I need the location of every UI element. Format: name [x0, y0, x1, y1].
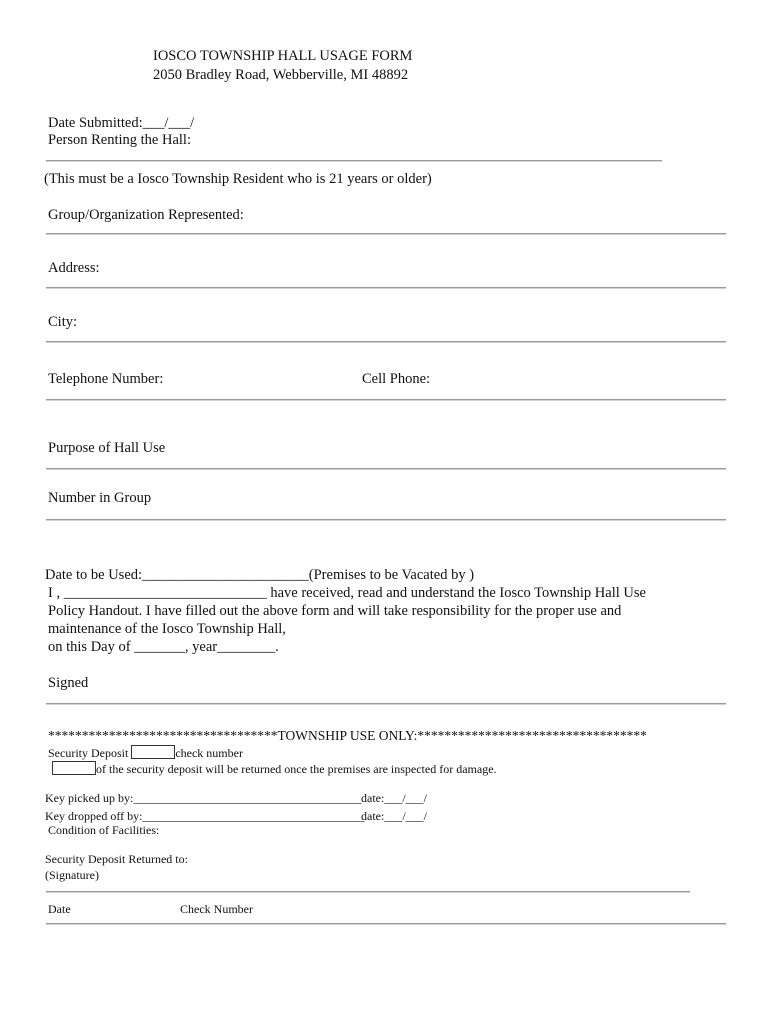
person-renting-line — [46, 160, 662, 162]
bottom-line — [46, 923, 726, 925]
key-dropped-off-label: Key dropped off by:_____________________________________ — [45, 809, 365, 823]
check-number-column-label: Check Number — [180, 902, 253, 916]
address-label: Address: — [48, 260, 100, 276]
security-deposit-label: Security Deposit — [48, 746, 129, 760]
agreement-line-3: maintenance of the Iosco Township Hall, — [48, 621, 286, 637]
city-line — [46, 341, 726, 343]
condition-label: Condition of Facilities: — [48, 823, 160, 837]
township-address: 2050 Bradley Road, Webberville, MI 48892 — [153, 67, 409, 83]
agreement-line-2: Policy Handout. I have filled out the above form and will take responsibility for the proper use and — [48, 603, 622, 619]
telephone-line — [46, 399, 726, 401]
township-use-banner: **********************************TOWNSHIP USE ONLY:********************************** — [48, 728, 647, 743]
purpose-line — [46, 468, 726, 470]
person-renting-label: Person Renting the Hall: — [48, 132, 191, 148]
key-dropped-off-date: date:___/___/ — [361, 809, 427, 823]
deposit-returned-row — [52, 761, 497, 776]
number-in-group-line — [46, 519, 726, 521]
key-picked-up-date: date:___/___/ — [361, 791, 427, 805]
security-deposit-row — [48, 745, 243, 760]
form-title: IOSCO TOWNSHIP HALL USAGE FORM — [153, 48, 413, 64]
security-deposit-box[interactable] — [131, 745, 175, 759]
agreement-line-4: on this Day of _______, year________. — [48, 639, 279, 655]
date-used-line: Date to be Used:_______________________(Premises to be Vacated by ) — [45, 567, 475, 583]
number-in-group-label: Number in Group — [48, 490, 152, 506]
date-submitted-label: Date Submitted:___/___/ — [48, 115, 195, 131]
returned-amount-box[interactable] — [52, 761, 96, 775]
purpose-label: Purpose of Hall Use — [48, 440, 166, 456]
returned-note: of the security deposit will be returned once the premises are inspected for damage. — [96, 762, 497, 776]
signature-label: (Signature) — [45, 868, 99, 882]
date-label: Date — [48, 902, 71, 916]
telephone-label: Telephone Number: — [48, 371, 164, 387]
signature-line — [46, 703, 726, 705]
address-line — [46, 287, 726, 289]
deposit-returned-to-label: Security Deposit Returned to: — [45, 852, 188, 866]
group-label: Group/Organization Represented: — [48, 207, 244, 223]
deposit-signature-line — [46, 891, 690, 893]
cell-phone-label: Cell Phone: — [362, 371, 431, 387]
signed-label: Signed — [48, 675, 89, 691]
agreement-line-1: I , ____________________________ have received, read and understand the Iosco Township Hall Use — [48, 585, 646, 601]
key-picked-up-label: Key picked up by:______________________________________ — [45, 791, 362, 805]
resident-note: (This must be a Iosco Township Resident who is 21 years or older) — [44, 171, 432, 187]
group-line — [46, 233, 726, 235]
check-number-label: check number — [175, 746, 243, 760]
city-label: City: — [48, 314, 78, 330]
